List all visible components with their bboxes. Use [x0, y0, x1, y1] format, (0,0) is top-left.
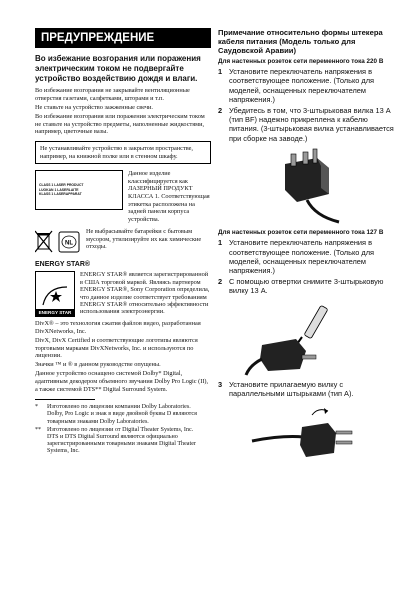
- laser-description: Данное изделие классифицируется как ЛАЗЕРНЫЙ ПРОДУКТ КЛАССА 1. Соответствующая этикетка расположена на задней панели корпуса устройства.: [128, 170, 210, 223]
- laser-label-line: KLASS 1 LASERAPPARAT: [39, 192, 82, 197]
- screwdriver-illustration: [242, 299, 372, 377]
- laser-label-line: LUOKAN 1 LASERLAITE: [39, 187, 79, 192]
- footnote-divider: [35, 399, 95, 400]
- paragraph: Не ставьте на устройство зажженные свечи.: [35, 104, 153, 112]
- trademark-note: Значки ™ и ® в данном руководстве опущены.: [35, 361, 161, 369]
- step-text: С помощью отвертки снимите 3-штырьковую вилку 13 А.: [229, 277, 384, 296]
- energy-star-logo: [35, 271, 75, 317]
- paragraph: Во избежание возгорания не закрывайте вентиляционные отверстия газетами, салфетками, шторами и т.п.: [35, 87, 190, 102]
- dolby-dts-paragraph: Данное устройство оснащено системой Dolby* Digital, адаптивным декодером объемного звучания Dolby Pro Logic (II), а также системой DTS** Digital Surround System.: [35, 370, 209, 393]
- step-item: [218, 67, 396, 104]
- laser-section: [35, 170, 211, 223]
- footnote-mark: **: [35, 426, 42, 433]
- footnote-line: DTS и DTS Digital Surround являются официально зарегистрированными товарными знаками Digital Theater Systems, Inc.: [47, 433, 196, 455]
- crossed-bin-icon: [35, 231, 52, 252]
- warning-banner: ПРЕДУПРЕЖДЕНИЕ: [35, 28, 211, 48]
- energy-star-logo-text: ENERGY STAR: [36, 309, 74, 316]
- subheading-127v: Для настенных розеток сети переменного тока 127 В: [218, 228, 384, 236]
- step-text: Убедитесь в том, что 3-штырьковая вилка 13 А (тип BF) надежно прикреплена к кабелю питания. (3-штырьковая вилка устанавливается при сборке на заводе.): [229, 106, 394, 143]
- step-number: 1: [218, 67, 223, 77]
- divx-paragraph: DivX® – это технология сжатия файлов видео, разработанная DivXNetworks, Inc.: [35, 320, 201, 335]
- svg-text:NL: NL: [65, 240, 73, 247]
- plug-note-heading: Примечание относительно формы штекера кабеля питания (Модель только для Саудовской Аравии): [218, 28, 383, 56]
- step-text: Установите прилагаемую вилку с параллельными штырьками (тип А).: [229, 379, 354, 398]
- footnote-line: Изготовлено по лицензии от Digital Theater Systems, Inc.: [47, 426, 194, 433]
- energy-star-description: ENERGY STAR® является зарегистрированной в США торговой маркой. Являясь партнером ENERGY STAR®, Sony Corporation определила, что данное изделие соответствует требованиям ENERGY STAR® относительно эффективности использования электроэнергии.: [80, 271, 210, 316]
- step-item: [218, 238, 396, 275]
- divx-paragraph: DivX, DivX Certified и соответствующие логотипы являются торговыми марками DivXNetworks, Inc. и используются по лицензии.: [35, 336, 198, 360]
- step-number: 2: [218, 106, 223, 116]
- laser-label-line: CLASS 1 LASER PRODUCT: [39, 183, 84, 188]
- footnote: [35, 427, 211, 456]
- subheading-220v: Для настенных розеток сети переменного тока 220 В: [218, 57, 384, 65]
- step-number: 3: [218, 379, 223, 389]
- battery-disposal-icon: [35, 228, 81, 256]
- battery-description: Не выбрасывайте батарейки с бытовым мусором, утилизируйте их как химические отходы.: [86, 228, 202, 251]
- parallel-plug-illustration: [242, 401, 372, 469]
- battery-section: [35, 228, 211, 256]
- step-number: 2: [218, 277, 223, 287]
- step-number: 1: [218, 238, 223, 248]
- step-item: [218, 106, 396, 143]
- nl-battery-icon: [59, 232, 79, 252]
- footnote-line: Dolby, Pro Logic и знак в виде двойной буквы D являются товарными знаками Dolby Laboratories.: [47, 411, 197, 425]
- bf-plug-illustration: [247, 146, 367, 226]
- right-column: [218, 28, 396, 472]
- step-text: Установите переключатель напряжения в соответствующее положение. (Только для моделей, оснащенных переключателем напряжения.): [229, 67, 375, 104]
- footnote: [35, 404, 211, 426]
- warning-lead: Во избежание возгорания или поражения электрическим током не подвергайте устройство воздействию дождя и влаги.: [35, 54, 201, 83]
- step-item: [218, 277, 396, 295]
- laser-class-label: [35, 170, 123, 210]
- step-text: Установите переключатель напряжения в соответствующее положение. (Только для моделей, оснащенных переключателем напряжения.): [229, 238, 375, 276]
- installation-note-box: Не устанавливайте устройство в закрытом пространстве, например, на книжной полке или в стенном шкафу.: [35, 141, 211, 164]
- paragraph: Во избежание возгорания или поражения электрическим током не ставьте на устройство предметы, наполненные жидкостями, например, цветочные вазы.: [35, 113, 205, 136]
- footnote-mark: *: [35, 404, 39, 411]
- energy-star-icon: [41, 283, 69, 309]
- energy-star-section: [35, 271, 211, 317]
- step-item: [218, 380, 396, 398]
- left-column: [35, 28, 211, 457]
- energy-star-heading: ENERGY STAR®: [35, 261, 91, 269]
- footnote-line: Изготовлено по лицензии компании Dolby Laboratories.: [47, 404, 191, 411]
